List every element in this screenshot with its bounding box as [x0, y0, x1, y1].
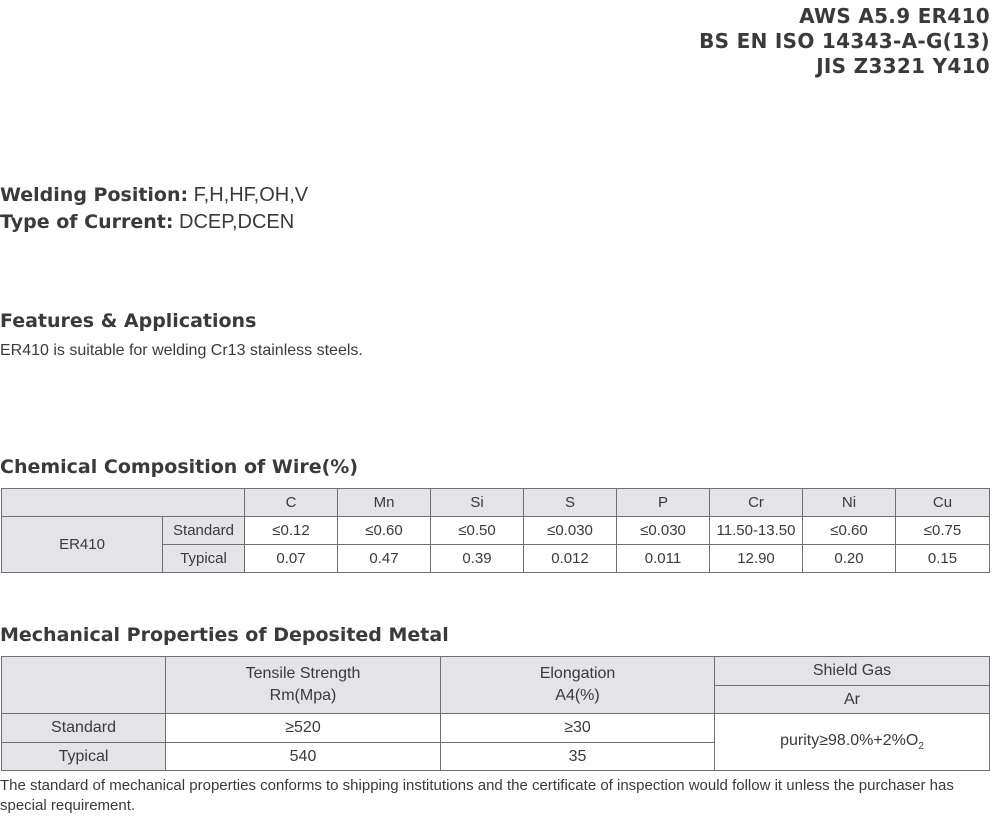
elongation-label: Elongation	[539, 665, 616, 682]
mech-tensile-cell: 540	[166, 743, 441, 771]
chem-corner-cell	[2, 489, 245, 517]
standards-block	[699, 4, 990, 79]
chem-cell: 0.07	[245, 545, 338, 573]
chem-col-header: Cu	[896, 489, 990, 517]
chem-cell: 0.15	[896, 545, 990, 573]
standard-jis: JIS Z3321 Y410	[816, 54, 990, 78]
standard-aws: AWS A5.9 ER410	[799, 4, 990, 28]
mech-row-label: Standard	[2, 714, 166, 743]
chem-cell: ≤0.12	[245, 517, 338, 545]
mech-corner-cell	[2, 657, 166, 714]
chem-cell: 0.20	[803, 545, 896, 573]
chem-col-header: Ni	[803, 489, 896, 517]
chem-row-label: Standard	[163, 517, 245, 545]
mech-elongation-header	[441, 657, 715, 714]
table-row	[2, 714, 990, 743]
welding-position-value: F,H,HF,OH,V	[193, 184, 309, 206]
mechanical-heading: Mechanical Properties of Deposited Metal	[0, 624, 449, 646]
mech-elongation-cell: ≥30	[441, 714, 715, 743]
chem-cell: ≤0.60	[338, 517, 431, 545]
chem-cell: 0.012	[524, 545, 617, 573]
welding-position-row	[0, 182, 308, 209]
standards-note: The standard of mechanical properties conforms to shipping institutions and the certificate of inspection would follow it unless the purchaser has special requirement.	[0, 777, 954, 814]
chem-header-row	[2, 489, 990, 517]
features-text: ER410 is suitable for welding Cr13 stainless steels.	[0, 342, 363, 359]
chem-row-label: Typical	[163, 545, 245, 573]
chem-cell: ≤0.75	[896, 517, 990, 545]
shield-gas-purity	[715, 714, 990, 771]
chem-cell: ≤0.030	[617, 517, 710, 545]
features-heading: Features & Applications	[0, 310, 257, 332]
chem-grade-cell: ER410	[2, 517, 163, 573]
welding-info	[0, 182, 308, 236]
tensile-label: Tensile Strength	[245, 665, 361, 682]
chem-col-header: P	[617, 489, 710, 517]
shield-gas-header: Shield Gas	[715, 657, 990, 686]
chem-cell: 12.90	[710, 545, 803, 573]
mech-header-row	[2, 657, 990, 686]
chem-col-header: Cr	[710, 489, 803, 517]
chem-cell: 0.47	[338, 545, 431, 573]
shield-gas-value: Ar	[715, 686, 990, 714]
chem-cell: 11.50-13.50	[710, 517, 803, 545]
current-type-row	[0, 209, 308, 236]
chem-cell: ≤0.60	[803, 517, 896, 545]
chem-cell: 0.011	[617, 545, 710, 573]
mech-tensile-header	[166, 657, 441, 714]
mechanical-properties-table	[1, 656, 990, 771]
mech-tensile-cell: ≥520	[166, 714, 441, 743]
current-type-label: Type of Current:	[0, 211, 174, 233]
elongation-unit: A4(%)	[555, 687, 600, 704]
chem-cell: ≤0.50	[431, 517, 524, 545]
chem-col-header: Mn	[338, 489, 431, 517]
table-row	[2, 517, 990, 545]
chemical-composition-table	[1, 488, 990, 573]
chem-col-header: Si	[431, 489, 524, 517]
mech-row-label: Typical	[2, 743, 166, 771]
purity-subscript: 2	[918, 741, 924, 753]
chem-cell: ≤0.030	[524, 517, 617, 545]
chem-col-header: C	[245, 489, 338, 517]
mech-elongation-cell: 35	[441, 743, 715, 771]
purity-text: purity≥98.0%+2%O	[780, 731, 919, 749]
welding-position-label: Welding Position:	[0, 184, 189, 206]
tensile-unit: Rm(Mpa)	[269, 687, 337, 704]
current-type-value: DCEP,DCEN	[179, 211, 295, 233]
chem-cell: 0.39	[431, 545, 524, 573]
standard-bs-en-iso: BS EN ISO 14343-A-G(13)	[699, 29, 990, 53]
chemical-heading: Chemical Composition of Wire(%)	[0, 456, 359, 478]
chem-col-header: S	[524, 489, 617, 517]
